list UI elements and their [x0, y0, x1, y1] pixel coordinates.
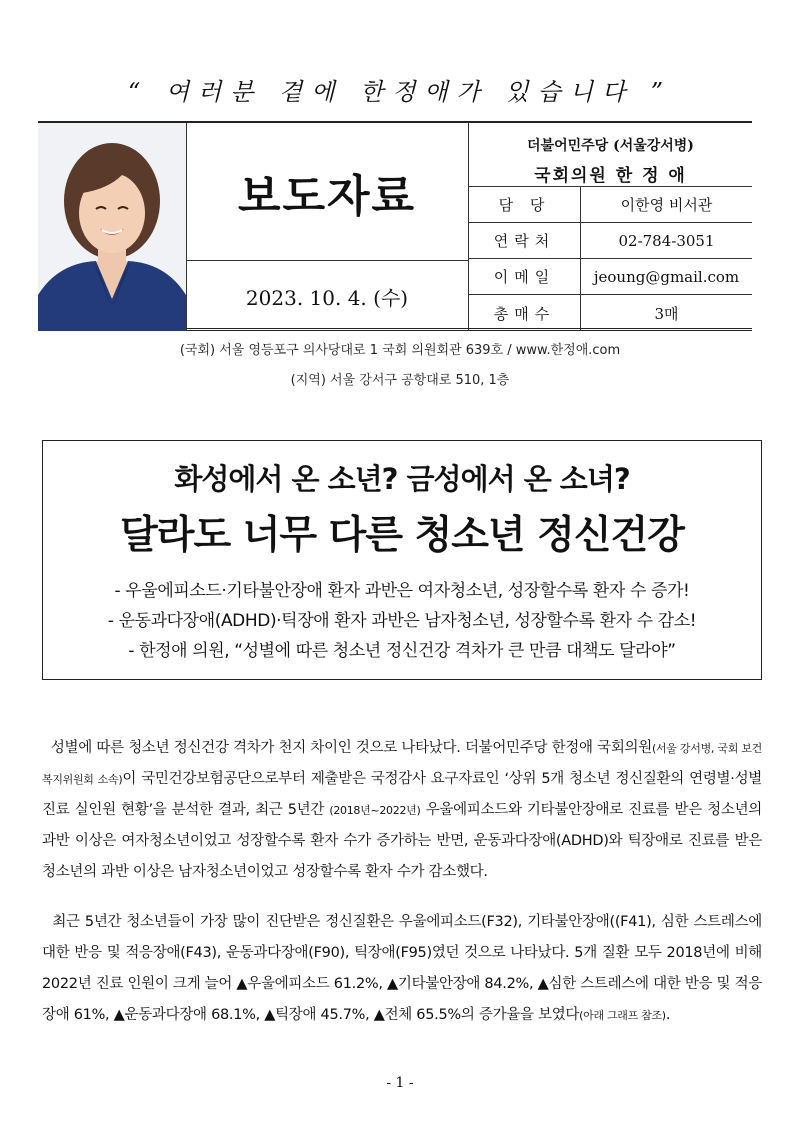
subheadline-list	[43, 576, 761, 666]
lawmaker-portrait	[38, 123, 187, 331]
document-type-title: 보도자료	[186, 123, 469, 261]
release-date: 2023. 10. 4. (수)	[186, 261, 469, 331]
headline-line-2: 달라도 너무 다른 청소년 정신건강	[120, 513, 684, 558]
contact-row-manager	[469, 187, 752, 223]
body-paragraph-2	[42, 907, 762, 1031]
page-number: - 1 -	[386, 1075, 414, 1091]
press-release-header	[38, 121, 752, 331]
contact-value: 02-784-3051	[618, 231, 715, 250]
contact-row-pages	[469, 295, 752, 331]
contact-label: 총매수	[469, 295, 581, 331]
paragraph-note: (아래 그래프 참조)	[579, 1009, 666, 1022]
portrait-illustration	[38, 123, 186, 331]
subheadline-item: - 우울에피소드·기타불안장애 환자 과반은 여자청소년, 성장할수록 환자 수 증가!	[114, 581, 690, 601]
party-name: 더불어민주당 (서울강서병)	[527, 138, 694, 154]
member-name: 국회의원 한 정 애	[534, 166, 687, 186]
paragraph-text: .	[665, 1007, 671, 1023]
national-assembly-address: (국회) 서울 영등포구 의사당대로 1 국회 의원회관 639호 / www.한정애.com	[179, 343, 621, 358]
paragraph-text: 이 국민건강보험공단으로부터 제출받은 국정감사 요구자료인 ‘상위 5개 청소년 정신질환의 연령별·성별 진료 실인원 현황’을 분석한 결과, 최근 5년간	[42, 771, 762, 818]
body-paragraph-1	[42, 733, 762, 888]
paragraph-text: 우울에피소드와 기타불안장애로 진료를 받은 청소년의 과반 이상은 여자청소년이었고 성장할수록 환자 수가 증가하는 반면, 운동과다장애(ADHD)와 틱장애로 진료를 받은 청소년의 과반 이상은 남자청소년이었고 성장할수록 환자 수가 감소했다.	[42, 802, 762, 880]
paragraph-text: 성별에 따른 청소년 정신건강 격차가 천지 차이인 것으로 나타났다. 더불어민주당 한정애 국회의원	[50, 740, 652, 756]
contact-label: 이메일	[469, 259, 581, 294]
contact-value: 이한영 비서관	[620, 196, 713, 214]
paragraph-note: (2018년~2022년)	[329, 804, 421, 817]
headline-box	[42, 440, 762, 680]
contact-value: 3매	[654, 304, 679, 323]
paragraph-note: (서울 강서병, 국회 보건복지위원회 소속)	[42, 742, 762, 786]
headline-line-1: 화성에서 온 소년? 금성에서 온 소녀?	[174, 462, 630, 496]
contact-row-email	[469, 259, 752, 295]
local-office-address: (지역) 서울 강서구 공항대로 510, 1층	[290, 373, 510, 388]
contact-value: jeoung@gmail.com	[593, 267, 740, 286]
office-info	[469, 123, 752, 187]
paragraph-text: 최근 5년간 청소년들이 가장 많이 진단받은 정신질환은 우울에피소드(F32), 기타불안장애((F41), 심한 스트레스에 대한 반응 및 적응장애(F43), 운동과다장애(F90), 틱장애(F95)였던 것으로 나타났다. 5개 질환 모두 2018년에 비해 2022년 진료 인원이 크게 늘어 ▲우울에피소드 61.2%, ▲기타불안장애 84.2%, ▲심한 스트레스에 대한 반응 및 적응장애 61%, ▲운동과다장애 68.1%, ▲틱장애 45.7%, ▲전체 65.5%의 증가율을 보였다	[42, 914, 763, 1023]
contact-label: 연락처	[469, 223, 581, 258]
subheadline-item: - 한정애 의원, “성별에 따른 청소년 정신건강 격차가 큰 만큼 대책도 달라야”	[128, 641, 676, 661]
slogan: “ 여러분 곁에 한정애가 있습니다 ”	[127, 78, 673, 106]
subheadline-item: - 운동과다장애(ADHD)·틱장애 환자 과반은 남자청소년, 성장할수록 환자 수 감소!	[107, 611, 697, 631]
contact-row-phone	[469, 223, 752, 259]
contact-label: 담 당	[469, 187, 581, 222]
